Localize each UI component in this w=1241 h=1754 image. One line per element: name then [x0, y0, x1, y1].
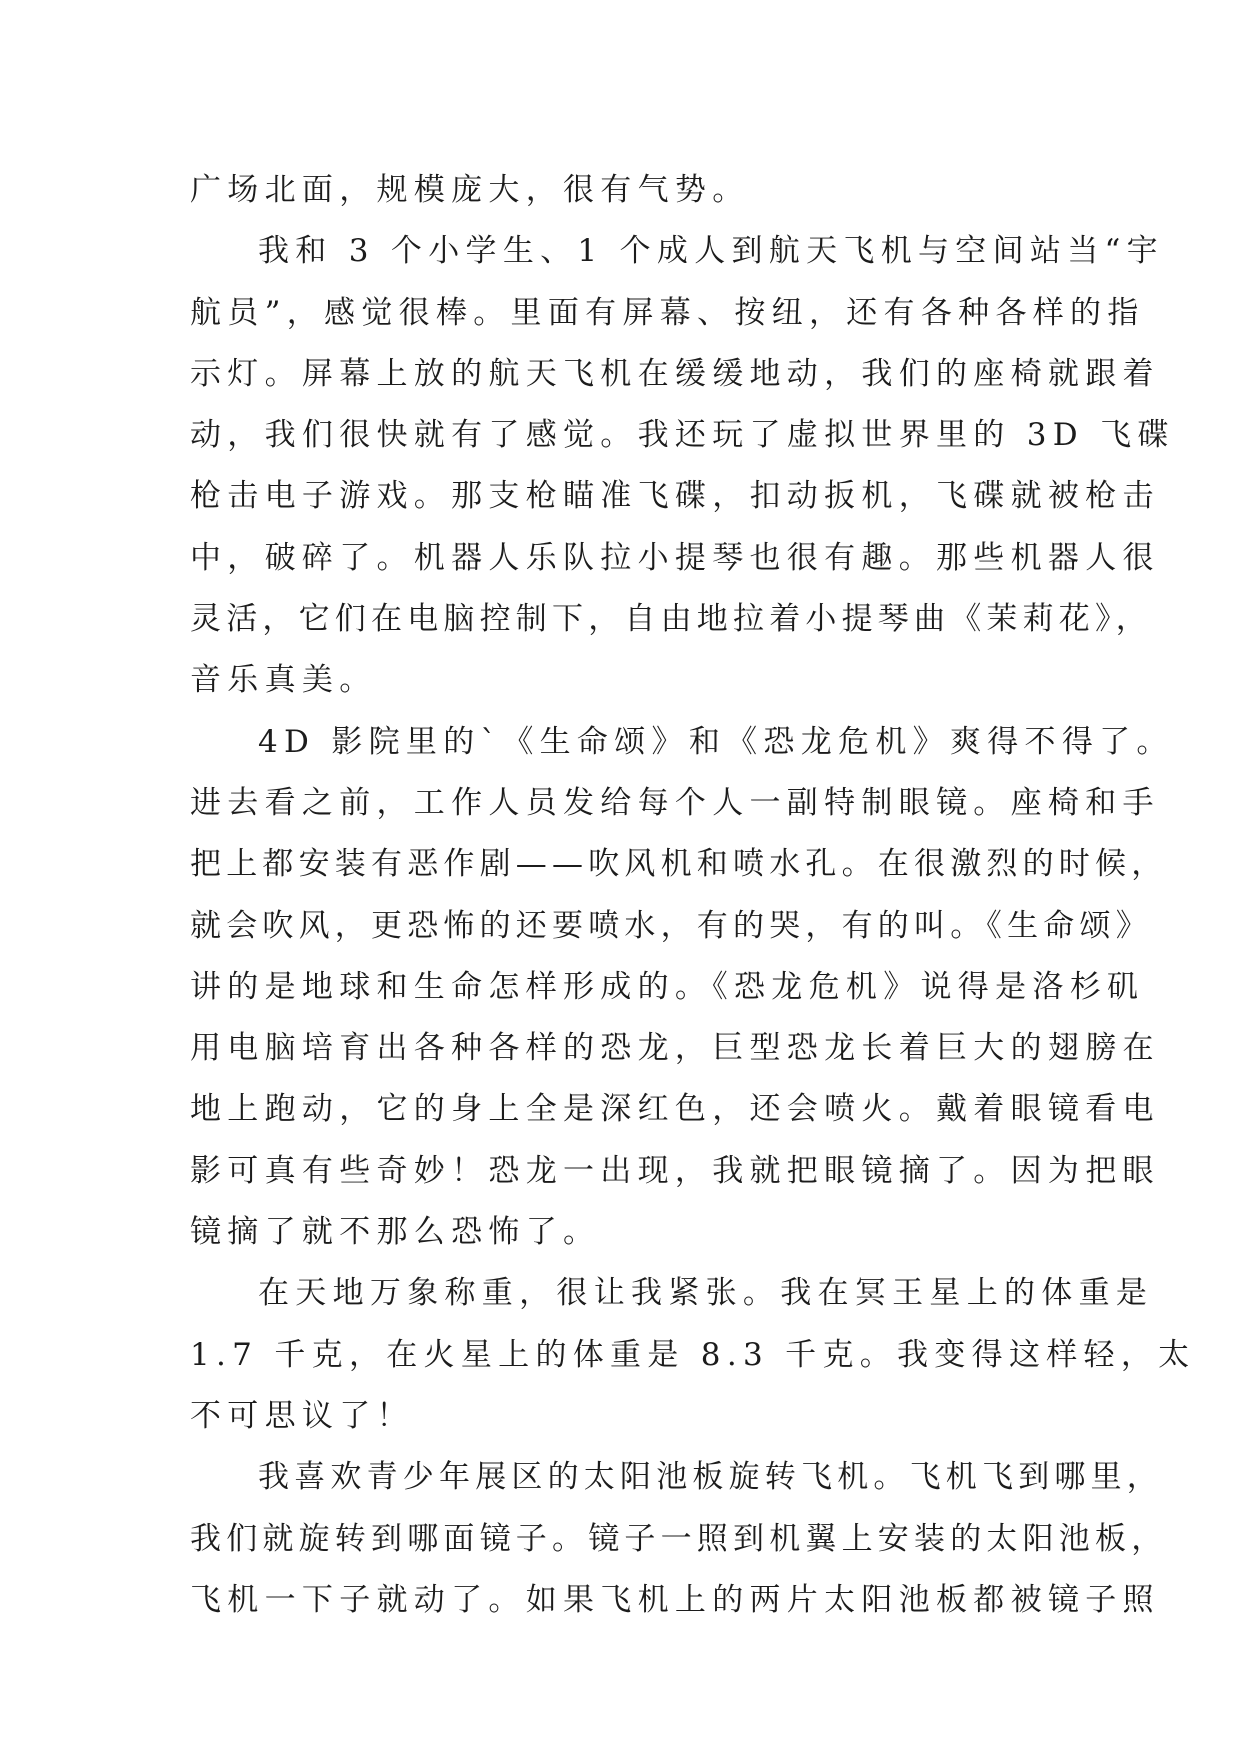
paragraph-start-line: 4D 影院里的`《生命颂》和《恐龙危机》爽得不得了。	[258, 723, 1174, 760]
text-line: 地上跑动，它的身上全是深红色，还会喷火。戴着眼镜看电	[190, 1091, 1160, 1128]
article-body	[190, 160, 1196, 1631]
text-line: 广场北面，规模庞大，很有气势。	[190, 172, 750, 208]
text-line: 我们就旋转到哪面镜子。镜子一照到机翼上安装的太阳池板，	[190, 1520, 1168, 1557]
text-line: 镜摘了就不那么恐怖了。	[190, 1214, 601, 1251]
text-line: 不可思议了！	[190, 1397, 414, 1434]
text-line: 灵活，它们在电脑控制下，自由地拉着小提琴曲《茉莉花》，	[190, 601, 1152, 638]
text-line: 示灯。屏幕上放的航天飞机在缓缓地动，我们的座椅就跟着	[190, 355, 1160, 392]
text-line: 把上都安装有恶作剧——吹风机和喷水孔。在很激烈的时候，	[190, 846, 1168, 883]
paragraph-start-line: 我喜欢青少年展区的太阳池板旋转飞机。飞机飞到哪里，	[258, 1459, 1163, 1496]
text-line: 飞机一下子就动了。如果飞机上的两片太阳池板都被镜子照	[190, 1581, 1160, 1618]
text-line: 1.7 千克，在火星上的体重是 8.3 千克。我变得这样轻，太	[190, 1336, 1196, 1373]
text-line: 就会吹风，更恐怖的还要喷水，有的哭，有的叫。《生命颂》	[190, 907, 1152, 944]
text-line: 枪击电子游戏。那支枪瞄准飞碟，扣动扳机，飞碟就被枪击	[190, 478, 1160, 515]
paragraph-start-line: 我和 3 个小学生、1 个成人到航天飞机与空间站当“宇	[258, 233, 1164, 270]
paragraph-start-line: 在天地万象称重，很让我紧张。我在冥王星上的体重是	[258, 1275, 1154, 1312]
text-line: 中，破碎了。机器人乐队拉小提琴也很有趣。那些机器人很	[190, 539, 1160, 576]
text-line: 动，我们很快就有了感觉。我还玩了虚拟世界里的 3D 飞碟	[190, 417, 1175, 454]
text-line: 音乐真美。	[190, 662, 377, 699]
text-line: 用电脑培育出各种各样的恐龙，巨型恐龙长着巨大的翅膀在	[190, 1030, 1160, 1067]
text-line: 进去看之前，工作人员发给每个人一副特制眼镜。座椅和手	[190, 784, 1160, 821]
text-line: 航员”，感觉很棒。里面有屏幕、按纽，还有各种各样的指	[190, 294, 1145, 331]
text-line: 讲的是地球和生命怎样形成的。《恐龙危机》说得是洛杉矶	[190, 968, 1145, 1005]
text-line: 影可真有些奇妙！恐龙一出现，我就把眼镜摘了。因为把眼	[190, 1152, 1160, 1189]
